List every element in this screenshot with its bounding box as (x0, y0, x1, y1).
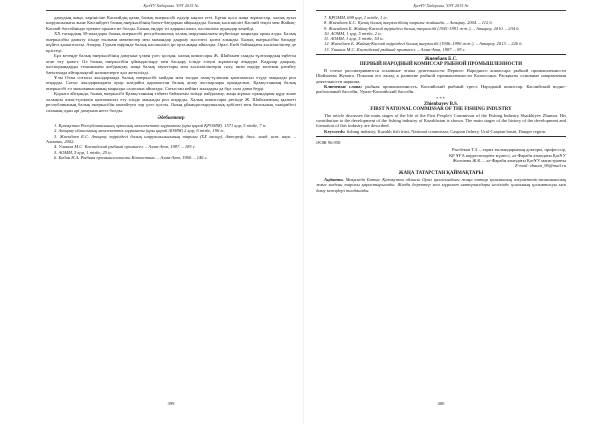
body-paragraph: ХХ ғасырдың 30-жылдары балық өнеркәсібі республикалық халық шаруашылығы жүйесінде маңызды орын алды. Балық өнеркәсібін дамыту ісінде ғылыми мекемелер мен мамандар даярлау мәселесі қолға алынды. Балық өнеркәсібін басқару жүйесі қалыптасты. Атырау, Гурьев өңірінде балық кәсіпшілігі ірі орталыққа айналды, Орал, Ембі бойындағы кәсіпшіліктер де өрістеді. (46, 31, 296, 53)
left-page (46, 0, 296, 424)
reference-item: 11. АОММ, 1 қор, 5 тізбе, 54 іс. (324, 36, 385, 42)
reference-item: 6. Бабин Н.А. Рыбная промышленность Казахстана. – Алма-Ата, 1960. – 146 с. (54, 154, 208, 160)
article-title: ЖАҢА ТАТАРСТАН ҚАЙМАҚТАРЫ (398, 171, 484, 177)
udk-code: ӘОЖ 96.958 (316, 140, 341, 146)
reference-item: 1. Қазақстан Республикасының орталық мемлекеттік мұрағаты (ары қарай ҚРОММ). 1571 қор, 5 тізбе, 7 іс. (54, 123, 268, 129)
reference-item: 7. ҚРОММ, 698 қор, 1 тізбе, 1 іс. (324, 15, 388, 20)
ru-article-title: ПЕРВЫЙ НАРОДНЫЙ КОМИССАР РЫБНОЙ ПРОМЫШЛЕННОСТИ (359, 62, 523, 68)
body-paragraph: Бұл кезеңде балық өнеркәсібінің дамуына үлкен үлес қосқан, халық комиссары Ж. Шайхыев сынды тұлғалардың еңбегін атап өту қажет. Ол балық өнеркәсібін ұйымдастыру мен басқару ісінде елеулі жұмыстар атқарды. Кадрлар даярлау, кәсіпорындарды техникамен жабдықтау, жаңа балық зауыттары мен кәсіпшіліктерін салу, өнім өндіру көлемін ұлғайту бағытында айтарлықтай нәтижелерге қол жеткізілді. (46, 53, 296, 75)
ru-author: Жиенбаев Б.С. (424, 57, 458, 63)
en-keywords (316, 129, 566, 134)
summary-text: Мақалада Батыс Қазақстан облысы Орал қаласындағы жаңа татар қоғамының әлеуметтік-экономикалық және мәдени тарихы қарастырылады. Жазба деректер мен мұрағат материалдары негізінде қоғамның қалыптасуы мен даму кезеңдері талданады. (316, 176, 566, 193)
running-header-right: ҚазҰУ Хабаршы. ҮӘТ 2015 № (316, 0, 566, 11)
divider (316, 136, 566, 137)
body-paragraph: Қорыта айтқанда, балық өнеркәсібі Қазақстанның табиғи байлығын тиімді пайдалану, жаңа жұмыс орындарын құру және халықты азық-түлікпен қамтамасыз ету ісінде маңызды рөл атқарды. Халық комиссары ретінде Ж. Шайхыевтың қызметі республиканың балық өнеркәсібін нығайтуға зор үлес қосты. Оның ұйымдастырушылық қабілеті мен басшылық тәжірибесі саланың одан әрі дамуына негіз болды. (46, 91, 296, 113)
en-abstract: The article discusses the main stages of the life of the First People's Commissar of the Fishing Industry Shaikhiyev Zhumat. His contribution to the development of the fishing industry of Kazakhstan is shown. The main stages of the history of the development and formation of this industry are described. (316, 112, 566, 129)
references-heading: Әдебиеттер (157, 116, 185, 122)
reference-item: 3. Жиенбаев Б.С. Атырау өңіріндегі балық шаруашылығының тарихы (XX ғасыр). Автореф. дисс. канд. ист. наук. – Алматы, 2002. (46, 133, 296, 145)
reference-item: 4. Ушаков М.С. Каспийский рыбный промысел. – Алма-Ата, 1987. – 185 с. (54, 144, 196, 150)
reference-item: 2. Атырау облысының мемлекеттік мұрағаты (ары қарай АОММ) 2 қор, 6 тізбе, 196 іс. (54, 128, 225, 134)
ru-keywords-text: рыбная промышленность, Каспийский рыбный трест, Народный комиссар, Каспийский водно-рыболовный бассейн, Урало-Каспийский бассейн. (316, 84, 566, 95)
page-gutter (303, 0, 304, 424)
en-keywords-label: Keywords: (324, 128, 346, 134)
right-page (316, 0, 566, 424)
reference-list-continued (316, 15, 566, 52)
reference-list (46, 123, 296, 160)
summary (316, 177, 566, 193)
reference-item: 13. Ушаков М.С. Каспийский рыбный промысел. – Алма-Ата, 1987. – 85 с. (324, 46, 466, 52)
page-number-right: 400 (437, 401, 445, 406)
ru-keywords-label: Ключевые слова: (324, 84, 363, 90)
author-email: E-mail: zhanat_96@mail.ru (515, 162, 566, 168)
reference-item: 12. Жиенбаев Б. Жайық-Каспий өңіріндегі балық өнеркәсібі (1946–1990 жж.). – Атырау, 2013. – 226 б. (324, 41, 523, 47)
author-info-line: ҚР ҰҒА корреспондент мүшесі, әл-Фараби атындағы ҚазҰУ (449, 152, 566, 158)
ru-keywords (316, 84, 566, 95)
page-number-left: 399 (167, 401, 175, 406)
running-header-left: ҚазҰУ Хабаршы. ҮӘТ 2015 № (46, 0, 296, 11)
reference-item: 5. АОММ, 5 қор, 1 тізбе, 25 іс. (54, 149, 113, 155)
reference-item: 9. Жиенбаев Б. Жайық-Каспий өңіріндегі балық өнеркәсібі (1941-1991 жж.). – Атырау, 2010. – 234 б. (324, 25, 520, 31)
body-paragraph: Ұлы Отан соғысы жылдарында балық өнеркәсібі майдан мен тылды азық-түлікпен қамтамасыз етуде маңызды рөл атқарды. Соғыс жылдарындағы ауыр жағдайға қарамастан балық аулау жоспарлары орындалып, Қазақстанның балық өнеркәсібі ел экономикасының маңызды саласына айналды. Соғыстан кейінгі жылдары да бұл сала дами берді. (46, 74, 296, 91)
section-separator: *** (436, 95, 446, 101)
en-keywords-text: fishing industry, Kazakh fish trust, National commissar, Caspian fishery, Ural-Caspian basin, Danger region. (346, 128, 547, 134)
author-info-line: Жолтаева Ж.К. – әл-Фараби атындағы ҚазҰУ магистранты (452, 157, 566, 163)
summary-label: Аңдатпа. (324, 176, 344, 182)
ru-abstract: В статье рассматриваются основные этапы деятельности Первого Народного комиссара рыбной промышленности Шайхыева Жумата. Показан его вклад в развитие рыбной промышленности Казахстана. Раскрыты основные направления деятельности наркома. (316, 67, 566, 84)
divider (316, 54, 566, 55)
en-author: Zhienbayev B.S. (423, 101, 459, 107)
author-info (316, 147, 566, 168)
reference-item: 8. Жиенбаев Б.С. Қазақ балық өнеркәсібінің тарихы жайында. – Атырау, 2004. – 112 б. (324, 20, 493, 26)
reference-item: 10. АОММ, 1 қор, 5 тізбе, 2 іс. (324, 30, 383, 36)
en-article-title: FIRST NATIONAL COMMISSAR OF THE FISHING INDUSTRY (370, 106, 512, 112)
body-paragraph: дамудың жаңа, көрінісіне Каспийдің қазақ балық өнеркәсібі едәуір ықпал етті. Бұған қоса жаңа жұмыстар, халық ауыл шаруашылығы және Каспийдегі балық өнеркәсібінің бағыт-бағдарын айқындады. Балық кәсіпшілігі Каспий теңізі мен Жайық-Каспий бассейнінде ерекше орынға ие болды. Балық өндіру ісі қарқын алып, кәсіпшілік аудандар кеңейді. (46, 15, 296, 31)
author-info-line: Рысбеков Т.З. – тарих ғылымдарының докторы, профессор, (451, 147, 566, 153)
